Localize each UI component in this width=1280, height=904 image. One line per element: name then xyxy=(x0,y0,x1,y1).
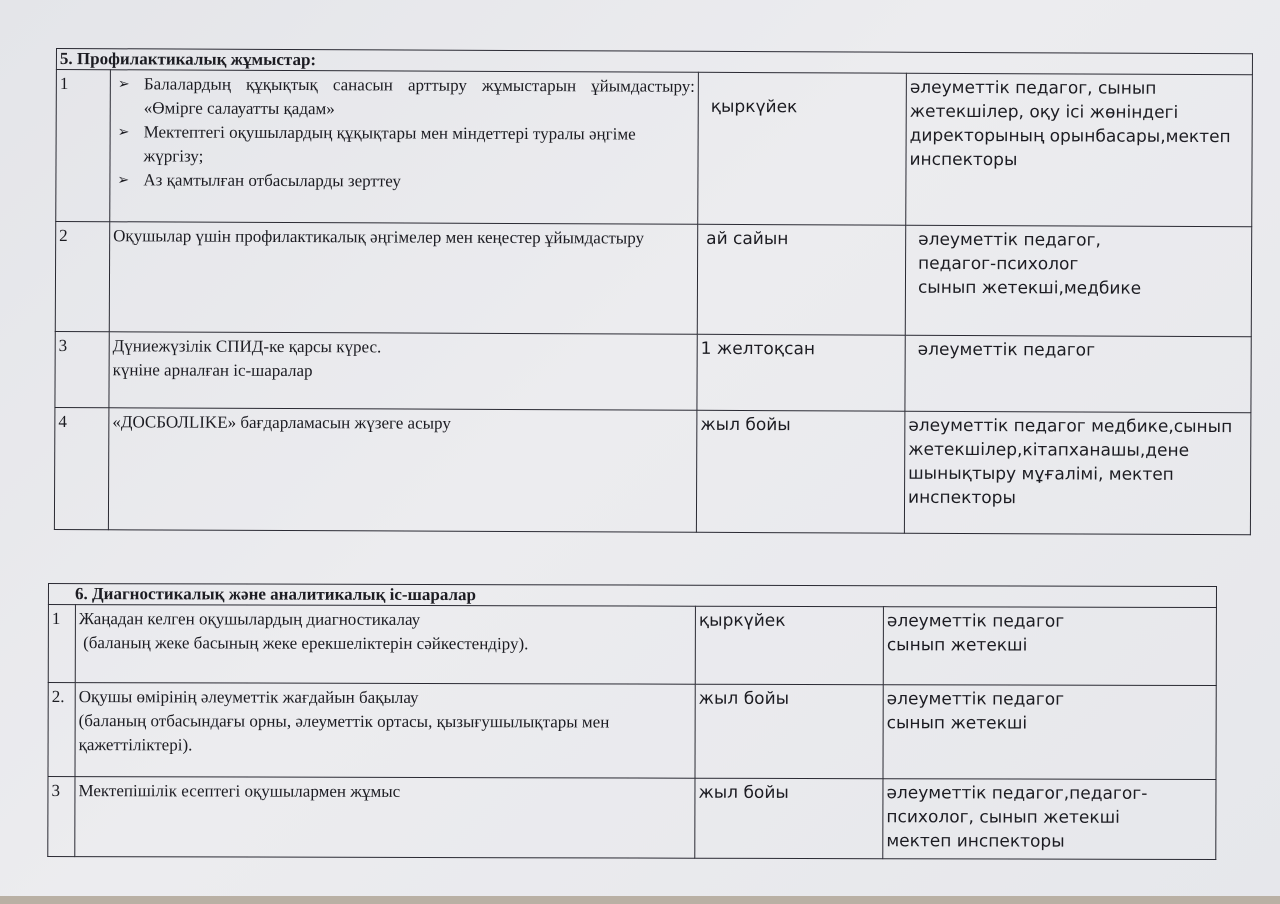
activity-cell: Мектепішілік есептегі оқушылармен жұмыс xyxy=(75,777,695,859)
activity-cell: Оқушылар үшін профилактикалық әңгімелер мен кеңестер ұйымдастыру xyxy=(109,222,697,335)
table-row xyxy=(56,70,1253,227)
responsible-cell xyxy=(883,607,1216,686)
list-item: ➢ Мектептегі оқушылардың құқықтары мен міндеттері туралы әңгіме жүргізу; xyxy=(143,120,694,170)
row-number: 1 xyxy=(48,605,75,683)
activity-line: Дүниежүзілік СПИД-ке қарсы күрес. xyxy=(112,336,382,357)
activity-cell: «ДОСБОЛLIKE» бағдарламасын жүзеге асыру xyxy=(108,408,697,533)
responsible-line: мектеп инспекторы xyxy=(886,831,1065,852)
table-surface-edge xyxy=(0,896,1280,904)
diagnostic-analytic-table xyxy=(47,583,1217,860)
responsible-line: сынып жетекші,медбике xyxy=(917,277,1142,299)
activity-cell xyxy=(110,70,699,225)
responsible-cell: әлеуметтік педагог медбике,сынып жетекшілер,кітапханашы,дене шынықтыру мұғалімі, мектеп инспекторы xyxy=(904,411,1251,535)
row-number: 2 xyxy=(55,222,109,332)
activity-cell xyxy=(109,332,697,411)
date-cell: ай сайын xyxy=(697,224,905,335)
activity-line: Оқушы өмірінің әлеуметтік жағдайын бақылау xyxy=(78,687,419,707)
responsible-line: педагог-психолог xyxy=(918,253,1079,275)
activity-list xyxy=(113,72,695,195)
date-cell: 1 желтоқсан xyxy=(697,334,905,411)
responsible-cell xyxy=(883,685,1216,780)
activity-line: (баланың жеке басының жеке ерекшеліктерін сәйкестендіру). xyxy=(78,633,529,654)
date-cell: қыркүйек xyxy=(695,606,883,684)
responsible-cell xyxy=(883,779,1216,860)
date-cell: жыл бойы xyxy=(695,684,883,778)
activity-line: күніне арналған іс-шаралар xyxy=(112,360,313,381)
table-row xyxy=(48,605,1216,686)
row-number: 3 xyxy=(55,331,109,407)
activity-line: (баланың отбасындағы орны, әлеуметтік ортасы, қызығушылықтары мен қажеттіліктері). xyxy=(78,711,610,755)
table-section-header xyxy=(48,584,1216,608)
prevention-work-table xyxy=(54,48,1253,535)
responsible-line: психолог, сынып жетекші xyxy=(886,807,1120,828)
list-item: ➢ Балалардың құқықтық санасын арттыру жұмыстарын ұйымдастыру: «Өмірге салауатты қадам» xyxy=(144,72,695,122)
row-number: 1 xyxy=(56,70,111,222)
activity-cell xyxy=(75,683,695,779)
section-title: 5. Профилактикалық жұмыстар: xyxy=(56,49,1252,75)
row-number: 2. xyxy=(48,683,75,777)
responsible-line: әлеуметтік педагог, xyxy=(918,229,1101,251)
date-cell xyxy=(698,72,907,225)
table-row xyxy=(48,777,1216,860)
section-title: 6. Диагностикалық және аналитикалық іс-шаралар xyxy=(48,584,1216,608)
table-row xyxy=(48,683,1216,780)
responsible-cell xyxy=(905,225,1252,337)
list-item: ➢ Аз қамтылған отбасыларды зерттеу xyxy=(143,168,694,194)
responsible-line: сынып жетекші xyxy=(886,635,1028,656)
activity-cell xyxy=(75,605,695,685)
responsible-line: әлеуметтік педагог xyxy=(886,689,1065,710)
date-cell: жыл бойы xyxy=(696,410,905,533)
table-row xyxy=(55,222,1251,337)
activity-line: Жаңадан келген оқушылардың диагностикалау xyxy=(78,609,421,629)
table-row xyxy=(55,331,1251,412)
row-number: 3 xyxy=(48,777,75,857)
date-cell: жыл бойы xyxy=(695,778,883,858)
table-row xyxy=(54,407,1251,534)
responsible-cell: әлеуметтік педагог, сынып жетекшілер, оқу ісі жөніндегі директорының орынбасары,мектеп инспекторы xyxy=(906,73,1253,227)
row-number: 4 xyxy=(54,407,109,529)
responsible-cell: әлеуметтік педагог xyxy=(905,335,1251,413)
responsible-line: сынып жетекші xyxy=(886,713,1028,734)
date-text: қыркүйек xyxy=(710,96,798,118)
responsible-line: әлеуметтік педагог,педагог- xyxy=(886,783,1148,804)
responsible-line: әлеуметтік педагог xyxy=(886,611,1065,632)
